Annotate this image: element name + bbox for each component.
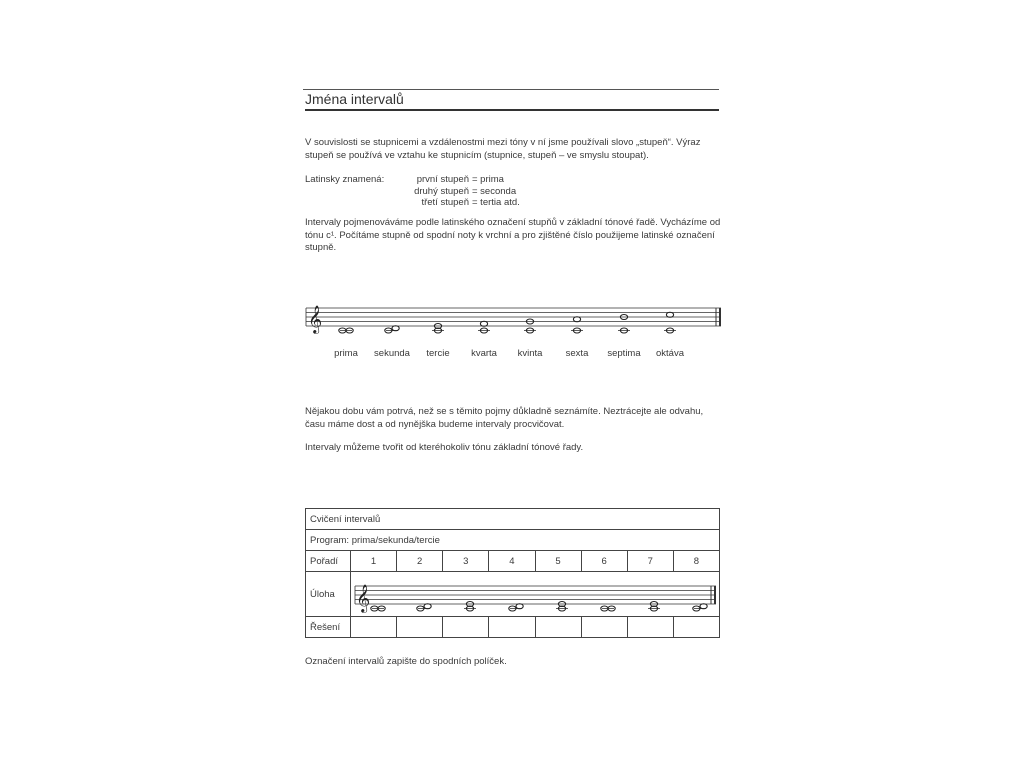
task-staff-cell: [351, 572, 720, 617]
solution-cell[interactable]: [627, 617, 673, 638]
latin-equivalent: = seconda: [472, 185, 517, 197]
interval-name: kvarta: [471, 348, 497, 359]
solution-cell[interactable]: [535, 617, 581, 638]
whole-note: [573, 317, 580, 322]
heading-rule: [305, 109, 719, 111]
treble-clef-icon: 𝄞: [356, 584, 371, 612]
whole-note: [392, 326, 399, 331]
exercise-title-row: [306, 509, 720, 530]
footnote: Označení intervalů zapište do spodních políček.: [305, 656, 507, 667]
exercise-task-row: [306, 572, 720, 617]
encouragement-paragraph: Nějakou dobu vám potrvá, než se s těmito pojmy důkladně seznámíte. Neztrácejte ale odvahu, času máme dost a od nynějška budeme intervaly procvičovat.: [305, 406, 704, 430]
interval-name: prima: [334, 348, 358, 359]
task-label: Úloha: [306, 572, 351, 617]
exercise-program: Program: prima/sekunda/tercie: [306, 530, 720, 551]
interval-name: sexta: [565, 348, 589, 359]
whole-note: [700, 604, 707, 609]
order-label: Pořadí: [306, 551, 351, 572]
staff-lines: [306, 308, 721, 326]
exercise-solution-row: [306, 617, 720, 638]
staff-notes: [339, 312, 676, 333]
latin-term: první stupeň: [416, 174, 469, 185]
exercise-table: [305, 508, 720, 638]
heading-top-rule: [303, 89, 719, 90]
order-number: 6: [581, 551, 627, 572]
naming-paragraph: Intervaly pojmenováváme podle latinského označení stupňů v základní tónové řadě. Vycházíme od tónu c¹. Počítáme stupně od spodní noty k vrchní a pro zjištěné číslo použijeme latinské označení stupně.: [305, 217, 721, 253]
treble-clef-icon: 𝄞: [308, 305, 323, 333]
any-tone-paragraph: Intervaly můžeme tvořit od kteréhokoliv tónu základní tónové řady.: [305, 442, 584, 453]
solution-label: Řešení: [306, 617, 351, 638]
order-number: 5: [535, 551, 581, 572]
interval-name: sekunda: [374, 348, 410, 359]
latin-term: třetí stupeň: [421, 197, 469, 208]
latin-row: [391, 174, 504, 186]
latin-equivalent: = tertia atd.: [472, 197, 520, 208]
solution-cell[interactable]: [443, 617, 489, 638]
solution-cell[interactable]: [397, 617, 443, 638]
solution-cell[interactable]: [351, 617, 397, 638]
latin-term: druhý stupeň: [414, 185, 469, 197]
solution-cell[interactable]: [489, 617, 535, 638]
interval-name: tercie: [426, 348, 450, 359]
solution-cell[interactable]: [581, 617, 627, 638]
interval-name: oktáva: [656, 348, 684, 359]
order-number: 4: [489, 551, 535, 572]
latin-label: Latinsky znamená:: [305, 174, 385, 185]
solution-cell[interactable]: [673, 617, 719, 638]
latin-equivalent: = prima: [472, 174, 504, 185]
section-heading: Jména intervalů: [305, 91, 404, 107]
latin-row: [391, 197, 520, 209]
order-number: 1: [351, 551, 397, 572]
interval-staff: [302, 302, 727, 338]
order-number: 3: [443, 551, 489, 572]
interval-name: septima: [607, 348, 641, 359]
exercise-title: Cvičení intervalů: [306, 509, 720, 530]
order-number: 2: [397, 551, 443, 572]
whole-note: [424, 604, 431, 609]
order-number: 8: [673, 551, 719, 572]
task-notes: [371, 602, 707, 612]
exercise-program-row: [306, 530, 720, 551]
interval-name: kvinta: [517, 348, 543, 359]
whole-note: [666, 312, 673, 317]
exercise-order-row: [306, 551, 720, 572]
latin-row: [391, 186, 516, 198]
whole-note: [516, 604, 523, 609]
intro-paragraph: V souvislosti se stupnicemi a vzdálenostmi mezi tóny v ní jsme používali slovo „stupeň“. Výraz stupeň se používá ve vztahu ke stupnicím (stupnice, stupeň – ve smyslu stoupat).: [305, 137, 701, 161]
whole-note: [480, 321, 487, 326]
task-staff: [351, 572, 719, 616]
task-staff-lines: [355, 586, 716, 604]
order-number: 7: [627, 551, 673, 572]
